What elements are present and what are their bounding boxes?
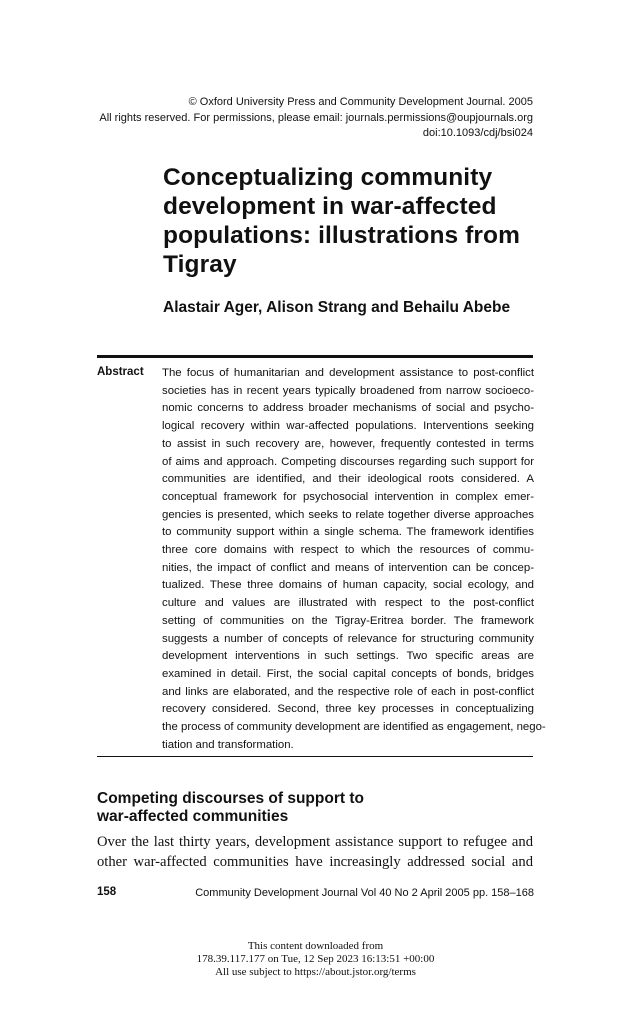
abstract-line: gencies is presented, which seeks to relate together diverse approaches [162,508,534,521]
abstract-line: examined in detail. First, the social capital concepts of bonds, bridges [162,667,534,680]
abstract-line: conceptual framework for psychosocial intervention in complex emer- [162,490,534,503]
title-line: populations: illustrations from [163,222,520,249]
title-line: development in war-affected [163,193,497,220]
section-heading-line: Competing discourses of support to [97,790,364,807]
page-number: 158 [97,886,117,898]
section-heading-line: war-affected communities [97,808,289,825]
abstract-line: tualized. These three domains of human capacity, social ecology, and [162,579,534,592]
jstor-line: This content downloaded from [247,940,384,952]
abstract-top-rule [97,355,533,358]
copyright-notice [73,95,533,142]
body-line: other war-affected communities have increasingly addressed social and [97,854,533,870]
abstract-line: setting of communities on the Tigray-Eritrea border. The framework [162,614,534,627]
section-heading [97,790,497,826]
copyright-line: © Oxford University Press and Community Development Journal. 2005 [188,96,533,108]
abstract-line: recovery considered. Second, three key processes in conceptualizing [162,703,534,716]
abstract-line: societies has in recent years typically broadened from narrow socioeco- [162,384,534,397]
abstract-line: The focus of humanitarian and development assistance to post-conflict [162,367,534,379]
title-line: Conceptualizing community [163,164,493,191]
abstract-line: culture and values are illustrated with respect to the post-conflict [162,597,534,610]
journal-reference: Community Development Journal Vol 40 No 2 April 2005 pp. 158–168 [195,887,534,899]
jstor-line: All use subject to https://about.jstor.org/terms [215,966,416,978]
abstract-line: three core domains with respect to which the resources of commu- [162,544,534,557]
abstract-line: the process of community development are identified as engagement, nego- [162,721,546,734]
abstract-body [162,365,546,754]
abstract-label: Abstract [97,366,144,378]
abstract-line: of aims and approach. Competing discourses regarding such support for [162,455,534,468]
title-line: Tigray [163,251,237,278]
abstract-line: tiation and transformation. [162,738,294,751]
abstract-bottom-rule [97,756,533,757]
abstract-line: development interventions in such settings. Two specific areas are [162,650,534,663]
jstor-download-notice [0,940,631,979]
article-authors: Alastair Ager, Alison Strang and Behailu Abebe [163,299,511,316]
abstract-line: logical recovery within war-affected populations. Interventions seeking [162,420,534,433]
permissions-line: All rights reserved. For permissions, please email: journals.permissions@oupjournals.org [99,111,533,124]
abstract-line: nities, the impact of conflict and means of intervention can be concep- [162,561,534,574]
article-title [163,163,563,279]
body-paragraph [97,832,533,872]
abstract-line: suggests a number of concepts of relevance for structuring community [162,632,534,645]
doi-line: doi:10.1093/cdj/bsi024 [422,127,533,139]
abstract-line: nomic concerns to address broader mechanisms of social and psycho- [162,402,534,415]
abstract-line: and links are elaborated, and the respective role of each in post-conflict [162,685,534,698]
jstor-line: 178.39.117.177 on Tue, 12 Sep 2023 16:13:51 +00:00 [196,953,435,965]
abstract-line: to community support within a single schema. The framework identifies [162,526,534,539]
abstract-line: to assist in such recovery are, however, frequently contested in terms [162,437,534,450]
abstract-line: communities are identified, and their ideological roots considered. A [162,473,534,486]
body-line: Over the last thirty years, development assistance support to refugee and [97,834,533,850]
